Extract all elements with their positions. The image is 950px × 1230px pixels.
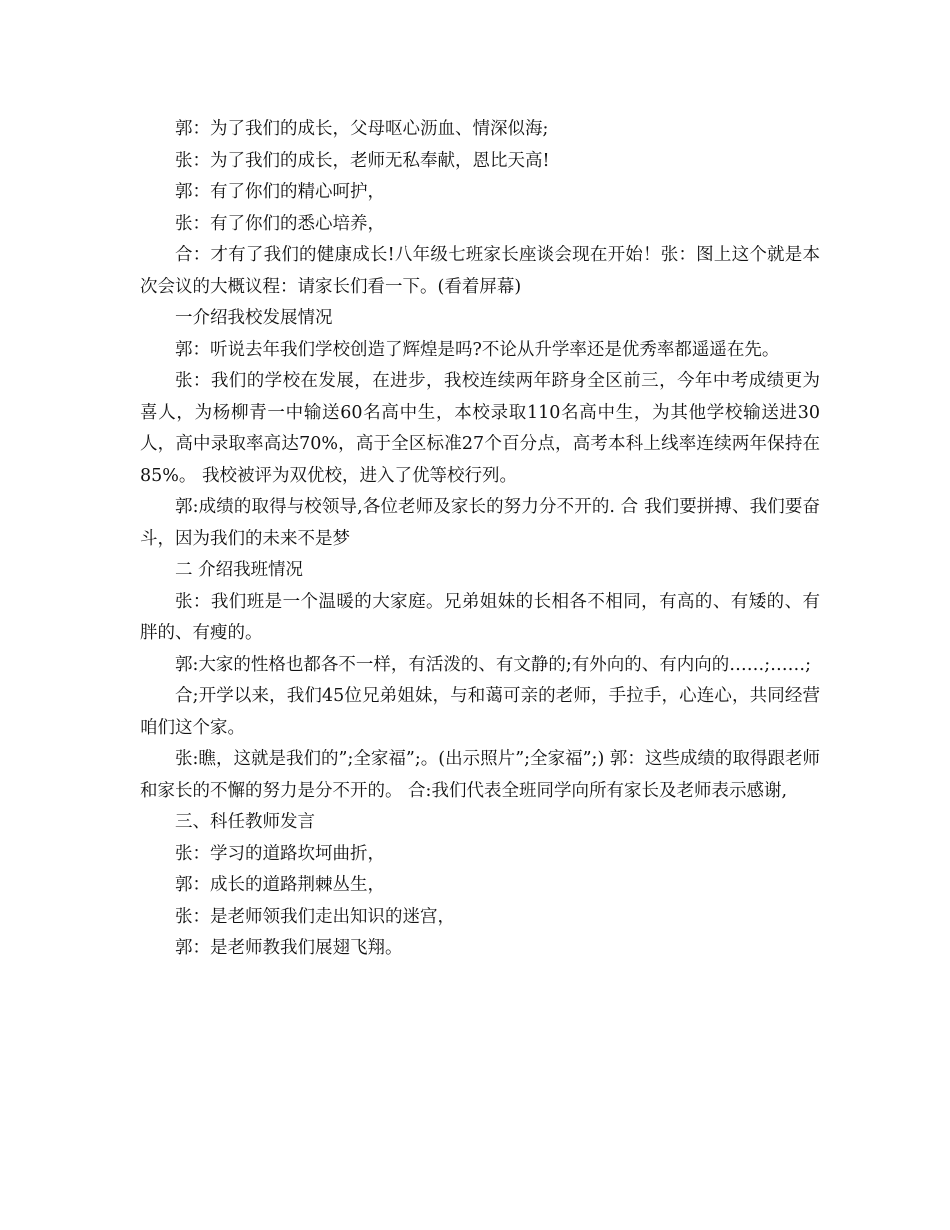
paragraph: 郭：为了我们的成长，父母呕心沥血、情深似海; xyxy=(175,119,549,139)
section-heading: 三、科任教师发言 xyxy=(175,812,315,832)
paragraph: 张：是老师领我们走出知识的迷宫， xyxy=(175,906,455,927)
paragraph: 郭：成长的道路荆棘丛生， xyxy=(175,875,385,895)
paragraph: 张:瞧，这就是我们的”;全家福”;。(出示照片”;全家福”;) 郭：这些成绩的取得跟老师和家长的不懈的努力是分不开的。 合:我们代表全班同学向所有家长及老师表示感谢, xyxy=(140,749,820,801)
paragraph: 郭:成绩的取得与校领导,各位老师及家长的努力分不开的. 合 我们要拼搏、我们要奋斗，因为我们的未来不是梦 xyxy=(140,497,820,549)
paragraph: 郭：有了你们的精心呵护， xyxy=(175,182,385,202)
paragraph: 张：有了你们的悉心培养， xyxy=(175,213,385,234)
paragraph: 张：学习的道路坎坷曲折， xyxy=(175,843,385,864)
paragraph: 张：我们班是一个温暖的大家庭。兄弟姐妹的长相各不相同，有高的、有矮的、有胖的、有瘦的。 xyxy=(140,591,820,643)
paragraph: 张：为了我们的成长，老师无私奉献，恩比天高! xyxy=(175,150,550,171)
paragraph: 郭：听说去年我们学校创造了辉煌是吗?不论从升学率还是优秀率都遥遥在先。 xyxy=(175,339,780,360)
paragraph: 合：才有了我们的健康成长!八年级七班家长座谈会现在开始！张：图上这个就是本次会议的大概议程：请家长们看一下。(看着屏幕) xyxy=(140,245,820,297)
document-body xyxy=(140,114,820,965)
paragraph: 郭：是老师教我们展翅飞翔。 xyxy=(175,938,403,958)
section-heading: 一介绍我校发展情况 xyxy=(175,308,333,328)
paragraph: 张：我们的学校在发展，在进步，我校连续两年跻身全区前三，今年中考成绩更为喜人，为杨柳青一中输送60名高中生，本校录取110名高中生，为其他学校输送进30人，高中录取率高达70%，高于全区标准27个百分点，高考本科上线率连续两年保持在85%。 我校被评为双优校，进入了优等校行列。 xyxy=(140,371,820,486)
paragraph: 郭:大家的性格也都各不一样，有活泼的、有文静的;有外向的、有内向的……;……; xyxy=(175,654,812,675)
section-heading: 二 介绍我班情况 xyxy=(175,560,304,580)
paragraph: 合;开学以来，我们45位兄弟姐妹，与和蔼可亲的老师，手拉手，心连心，共同经营咱们这个家。 xyxy=(140,686,820,738)
